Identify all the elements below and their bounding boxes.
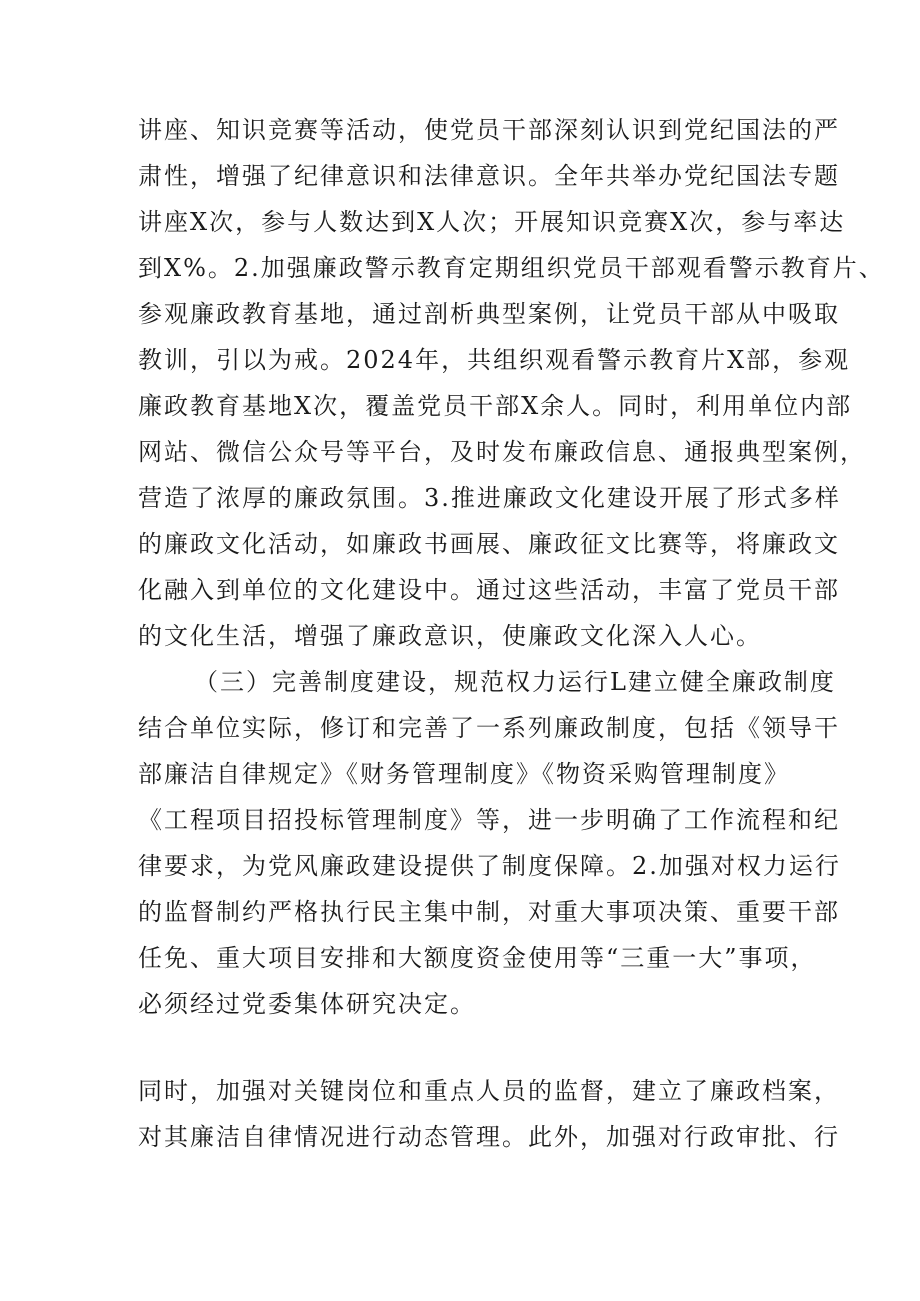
- text-line: 任免、重大项目安排和大额度资金使用等“三重一大”事项，: [138, 944, 817, 972]
- text-line: 必须经过党委集体研究决定。: [138, 990, 476, 1018]
- text-line: 营造了浓厚的廉政氛围。3.推进廉政文化建设开展了形式多样: [138, 484, 841, 512]
- text-line: 讲座X次，参与人数达到X人次；开展知识竞赛X次，参与率达: [138, 208, 846, 236]
- text-line: 律要求，为党风廉政建设提供了制度保障。2.加强对权力运行: [138, 852, 841, 880]
- section-heading-line: （三）完善制度建设，规范权力运行L建立健全廉政制度: [194, 668, 836, 696]
- text-line: 结合单位实际，修订和完善了一系列廉政制度，包括《领导干: [138, 714, 840, 742]
- text-line: 化融入到单位的文化建设中。通过这些活动，丰富了党员干部: [138, 576, 840, 604]
- text-line: 讲座、知识竞赛等活动，使党员干部深刻认识到党纪国法的严: [138, 116, 840, 144]
- text-line: 廉政教育基地X次，覆盖党员干部X余人。同时，利用单位内部: [138, 392, 853, 420]
- text-line: 同时，加强对关键岗位和重点人员的监督，建立了廉政档案，: [138, 1077, 840, 1105]
- text-line: 到X%。2.加强廉政警示教育定期组织党员干部观看警示教育片、: [138, 254, 885, 282]
- text-line: 部廉洁自律规定》《财务管理制度》《物资采购管理制度》: [138, 760, 790, 788]
- text-line: 对其廉洁自律情况进行动态管理。此外，加强对行政审批、行: [138, 1123, 840, 1151]
- text-line: 网站、微信公众号等平台，及时发布廉政信息、通报典型案例，: [138, 438, 866, 466]
- text-line: 的廉政文化活动，如廉政书画展、廉政征文比赛等，将廉政文: [138, 530, 840, 558]
- text-line: 《工程项目招投标管理制度》等，进一步明确了工作流程和纪: [138, 806, 840, 834]
- text-line: 教训，引以为戒。2024年，共组织观看警示教育片X部，参观: [138, 346, 851, 374]
- text-line: 肃性，增强了纪律意识和法律意识。全年共举办党纪国法专题: [138, 162, 840, 190]
- text-line: 的文化生活，增强了廉政意识，使廉政文化深入人心。: [138, 622, 762, 650]
- text-line: 的监督制约严格执行民主集中制，对重大事项决策、重要干部: [138, 898, 840, 926]
- text-line: 参观廉政教育基地，通过剖析典型案例，让党员干部从中吸取: [138, 300, 840, 328]
